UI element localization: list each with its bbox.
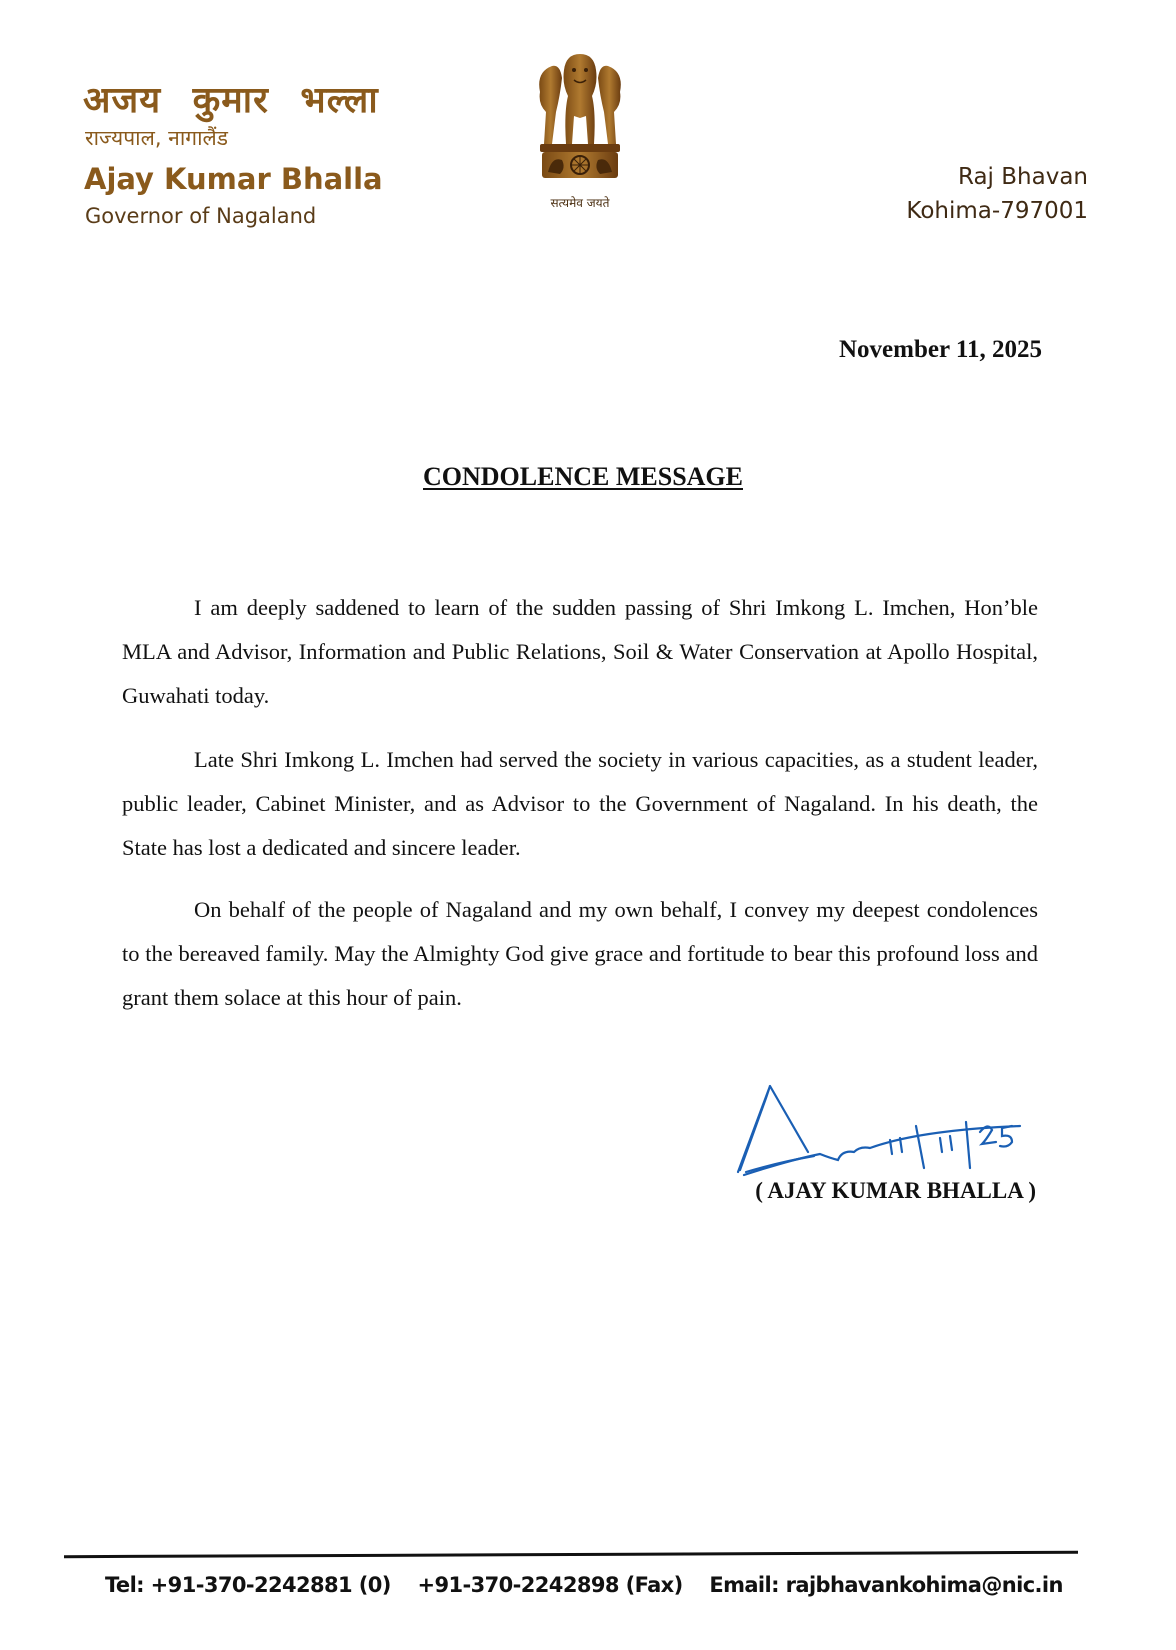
address-line-2: Kohima-797001: [906, 198, 1088, 224]
signatory-name: ( AJAY KUMAR BHALLA ): [755, 1178, 1036, 1203]
hindi-title: राज्यपाल, नागालैंड: [85, 126, 229, 150]
footer-tel: Tel: +91-370-2242881 (0): [105, 1573, 391, 1597]
emblem-motto: सत्यमेव जयते: [550, 196, 610, 210]
document-heading: CONDOLENCE MESSAGE: [423, 462, 743, 491]
hindi-name: अजय कुमार भल्ला: [83, 80, 379, 121]
paragraph-3: [122, 888, 1038, 1020]
footer-fax: +91-370-2242898 (Fax): [417, 1573, 683, 1597]
governor-title: Governor of Nagaland: [85, 204, 317, 228]
handwritten-signature: [730, 1080, 1060, 1180]
paragraph-3-text: On behalf of the people of Nagaland and my own behalf, I convey my deepest condolences to the bereaved family. May the Almighty God give grace and fortitude to bear this profound loss and grant them solace at this hour of pain.: [122, 897, 1038, 1010]
paragraph-2: [122, 738, 1038, 870]
footer-contact: [105, 1573, 1083, 1597]
governor-name: Ajay Kumar Bhalla: [84, 162, 383, 196]
paragraph-2-text: Late Shri Imkong L. Imchen had served the society in various capacities, as a student leader, public leader, Cabinet Minister, and as Advisor to the Government of Nagaland. In his death, the State has lost a dedicated and sincere leader.: [122, 747, 1038, 860]
paragraph-1-text: I am deeply saddened to learn of the sudden passing of Shri Imkong L. Imchen, Hon’ble MLA and Advisor, Information and Public Relations, Soil & Water Conservation at Apollo Hospital, Guwahati today.: [122, 595, 1038, 708]
letter-date: November 11, 2025: [839, 336, 1042, 363]
footer-email[interactable]: Email: rajbhavankohima@nic.in: [709, 1573, 1063, 1597]
paragraph-1: [122, 586, 1038, 718]
footer-divider: [64, 1551, 1078, 1558]
heading-container: [0, 462, 1176, 492]
state-emblem-icon: [530, 52, 630, 187]
address-line-1: Raj Bhavan: [957, 164, 1088, 190]
